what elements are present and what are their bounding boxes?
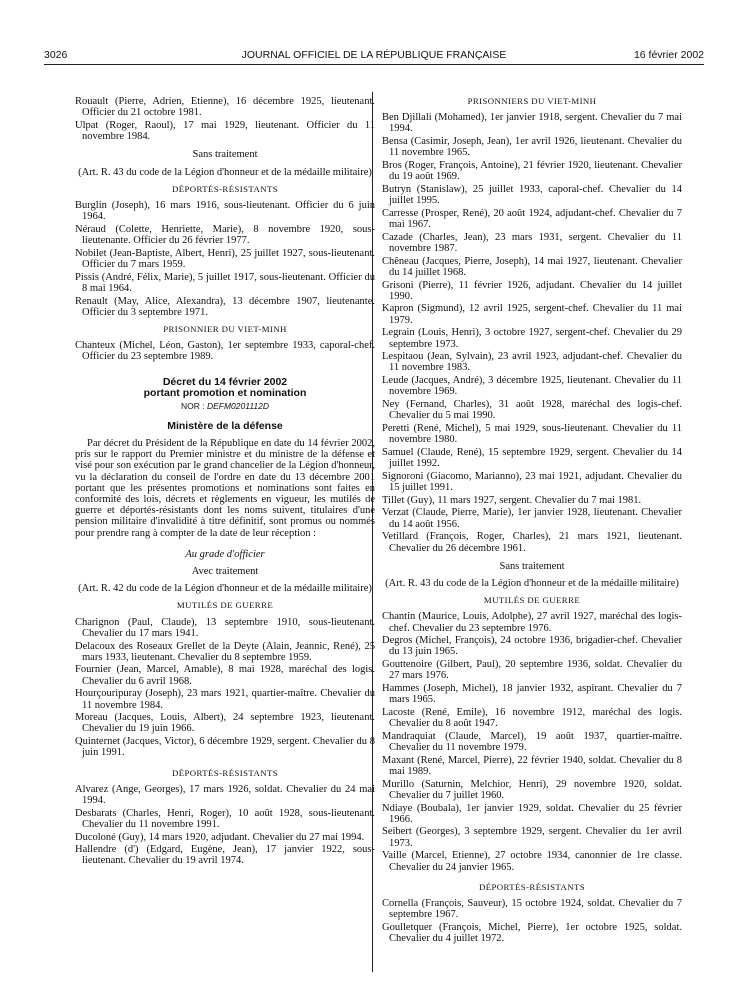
list-entry: Kapron (Sigmund), 12 avril 1925, sergent-chef. Chevalier du 11 mai 1979. [382,303,682,326]
list-entry: Ducoloné (Guy), 14 mars 1920, adjudant. Chevalier du 27 mai 1994. [75,831,365,843]
page-header [44,49,704,63]
list-entry: Lespitaou (Jean, Sylvain), 23 avril 1923, adjudant-chef. Chevalier du 11 novembre 1983. [382,351,682,374]
deportes-list-2 [75,784,375,867]
list-entry: Lacoste (René, Emile), 16 novembre 1912, maréchal des logis. Chevalier du 8 août 1947. [382,706,682,730]
deportes-heading: DÉPORTÉS-RÉSISTANTS [171,183,279,194]
article-r43-note: (Art. R. 43 du code de la Légion d'honneur et de la médaille militaire) [78,166,372,178]
decree-paragraph: Par décret du Président de la République en date du 14 février 2002, pris sur le rapport du Premier ministre et du ministre de la défense et visé pour son exécution par le grand chancelier de la Légion d'honneur, vu la déclaration du conseil de l'ordre en date du 13 décembre 2001 portant que les présentes promotions et nominations sont faites en conformité des lois, décrets et règlements en vigueur, les mutilés de guerre et déportés-résistants dont les noms suivent, titulaires d'une pension militaire d'invalidité à titre définitif, sont promus ou nommés pour prendre rang à compter de la date de leur réception : [75,437,375,539]
right-mutiles-heading: MUTILÉS DE GUERRE [483,595,581,606]
list-entry: Vaille (Marcel, Etienne), 27 octobre 1934, canonnier de 1re classe. Chevalier du 24 janvier 1965. [382,850,682,873]
list-entry: Rouault (Pierre, Adrien, Etienne), 16 décembre 1925, lieutenant. Officier du 21 octobre 1981. [75,96,375,119]
right-deportes-heading: DÉPORTÉS-RÉSISTANTS [478,881,586,892]
list-entry: Vetillard (François, Roger, Charles), 21 mars 1921, lieutenant. Chevalier du 26 décembre 1961. [382,531,682,554]
list-entry: Chanteux (Michel, Léon, Gaston), 1er septembre 1933, caporal-chef. Officier du 23 septembre 1989. [75,340,375,363]
list-entry: Bensa (Casimir, Joseph, Jean), 1er avril 1926, lieutenant. Chevalier du 11 novembre 1965. [382,136,682,159]
list-entry: Seibert (Georges), 3 septembre 1929, sergent. Chevalier du 1er avril 1973. [382,826,682,849]
list-entry: Cornella (François, Sauveur), 15 octobre 1924, soldat. Chevalier du 7 septembre 1967. [382,898,682,921]
mutiles-list [75,617,375,759]
header-rule [44,64,704,65]
avec-traitement-heading: Avec traitement [191,566,259,577]
right-sans-traitement-heading: Sans traitement [499,560,565,572]
nor-reference [75,401,375,412]
list-entry: Hammes (Joseph, Michel), 18 janvier 1932, aspirant. Chevalier du 7 mars 1965. [382,683,682,706]
page-number: 3026 [44,49,68,61]
right-article-r43-note: (Art. R. 43 du code de la Légion d'honneur et de la médaille militaire) [385,577,679,589]
list-entry: Murillo (Saturnin, Melchior, Henri), 29 novembre 1920, soldat. Chevalier du 7 juillet 1960. [382,778,682,801]
list-entry: Gouttenoire (Gilbert, Paul), 20 septembre 1936, soldat. Chevalier du 27 mars 1976. [382,659,682,682]
deportes-heading-2: DÉPORTÉS-RÉSISTANTS [171,767,279,778]
decree-title-line-2: portant promotion et nomination [143,387,307,400]
right-column [382,96,682,946]
mutiles-heading: MUTILÉS DE GUERRE [176,600,274,611]
nor-code: DEFM0201112D [206,400,270,411]
prisonnier-list [75,340,375,362]
list-entry: Néraud (Colette, Henriette, Marie), 8 novembre 1920, sous-lieutenante. Officier du 26 février 1977. [75,223,375,247]
list-entry: Moreau (Jacques, Louis, Albert), 24 septembre 1923, lieutenant. Chevalier du 19 juin 1966. [75,712,375,735]
list-entry: Verzat (Claude, Pierre, Marie), 1er janvier 1928, lieutenant. Chevalier du 14 août 1956. [382,507,682,530]
list-entry: Pissis (André, Félix, Marie), 5 juillet 1917, sous-lieutenant. Officier du 8 mai 1964. [75,271,375,294]
list-entry: Butryn (Stanislaw), 25 juillet 1933, caporal-chef. Chevalier du 14 juillet 1995. [382,183,682,207]
right-mutiles-list [382,611,682,872]
list-entry: Renault (May, Alice, Alexandra), 13 décembre 1907, lieutenante. Officier du 3 septembre 1971. [75,295,375,318]
list-entry: Legrain (Louis, Henri), 3 octobre 1927, sergent-chef. Chevalier du 29 septembre 1973. [382,327,682,350]
list-entry: Fournier (Jean, Marcel, Amable), 8 mai 1928, maréchal des logis. Chevalier du 6 avril 1968. [75,664,375,687]
right-deportes-list [382,898,682,944]
list-entry: Signoroni (Giacomo, Marianno), 23 mai 1921, adjudant. Chevalier du 15 juillet 1991. [382,470,682,493]
list-entry: Ben Djillali (Mohamed), 1er janvier 1918, sergent. Chevalier du 7 mai 1994. [382,112,682,135]
decree-title [75,377,375,400]
decree-title-line-1: Décret du 14 février 2002 [162,375,288,388]
list-entry: Goulletquer (François, Michel, Pierre), 1er octobre 1925, soldat. Chevalier du 4 juillet 1972. [382,921,682,945]
deportes-list [75,200,375,318]
list-entry: Tillet (Guy), 11 mars 1927, sergent. Chevalier du 7 mai 1981. [382,494,642,506]
list-entry: Leude (Jacques, André), 3 décembre 1925, lieutenant. Chevalier du 11 novembre 1969. [382,375,682,398]
list-entry: Alvarez (Ange, Georges), 17 mars 1926, soldat. Chevalier du 24 mai 1994. [75,783,375,806]
list-entry: Chantin (Maurice, Louis, Adolphe), 27 avril 1927, maréchal des logis-chef. Chevalier du 23 septembre 1976. [382,611,682,634]
list-entry: Hourçouripuray (Joseph), 23 mars 1921, quartier-maître. Chevalier du 11 novembre 1984. [75,688,375,711]
nor-label: NOR : [180,400,205,411]
journal-title: JOURNAL OFFICIEL DE LA RÉPUBLIQUE FRANÇAISE [241,49,507,61]
list-entry: Ndiaye (Boubala), 1er janvier 1929, soldat. Chevalier du 25 février 1966. [382,802,682,825]
list-entry: Bros (Roger, François, Antoine), 21 février 1920, lieutenant. Chevalier du 19 août 1969. [382,160,682,183]
left-column [75,96,375,868]
list-entry: Samuel (Claude, René), 15 septembre 1929, sergent. Chevalier du 14 juillet 1992. [382,446,682,470]
list-entry: Quinternet (Jacques, Victor), 6 décembre 1929, sergent. Chevalier du 8 juin 1991. [75,736,375,759]
list-entry: Maxant (René, Marcel, Pierre), 22 février 1940, soldat. Chevalier du 8 mai 1989. [382,754,682,777]
list-entry: Burglin (Joseph), 16 mars 1916, sous-lieutenant. Officier du 6 juin 1964. [75,199,375,223]
list-entry: Cazade (Charles, Jean), 23 mars 1931, sergent. Chevalier du 11 novembre 1987. [382,231,682,254]
list-entry: Charignon (Paul, Claude), 13 septembre 1910, sous-lieutenant. Chevalier du 17 mars 1941. [75,616,375,639]
prisonniers-heading: PRISONNIERS DU VIET-MINH [467,96,597,106]
article-r42-note: (Art. R. 42 du code de la Légion d'honneur et de la médaille militaire) [78,583,372,595]
list-entry: Desbarats (Charles, Henri, Roger), 10 août 1928, sous-lieutenant. Chevalier du 11 novembre 1991. [75,807,375,830]
list-entry: Nobilet (Jean-Baptiste, Albert, Henri), 25 juillet 1927, sous-lieutenant. Officier du 7 mars 1959. [75,247,375,270]
list-entry: Peretti (René, Michel), 5 mai 1929, sous-lieutenant. Chevalier du 11 novembre 1980. [382,422,682,446]
grade-heading: Au grade d'officier [185,548,265,560]
list-entry: Grisoni (Pierre), 11 février 1926, adjudant. Chevalier du 14 juillet 1990. [382,279,682,302]
list-entry: Delacoux des Roseaux Grellet de la Deyte (Alain, Jeannic, René), 25 mars 1933, lieutenant. Chevalier du 8 septembre 1959. [75,640,375,663]
prisonnier-heading: PRISONNIER DU VIET-MINH [163,323,287,334]
list-entry: Mandraquiat (Claude, Marcel), 19 août 1937, quartier-maître. Chevalier du 11 novembre 1979. [382,730,682,754]
issue-date: 16 février 2002 [633,49,704,61]
prisonniers-list [382,112,682,554]
list-entry: Hallendre (d') (Edgard, Eugène, Jean), 17 janvier 1922, sous-lieutenant. Chevalier du 19 avril 1974. [75,844,375,867]
list-entry: Carresse (Prosper, René), 20 août 1924, adjudant-chef. Chevalier du 7 mai 1967. [382,207,682,231]
list-entry: Ney (Fernand, Charles), 31 août 1928, maréchal des logis-chef. Chevalier du 5 mai 1990. [382,399,682,422]
list-entry: Chêneau (Jacques, Pierre, Joseph), 14 mai 1927, lieutenant. Chevalier du 14 juillet 1968. [382,255,682,278]
left-top-list [75,96,375,142]
ministry-heading: Ministère de la défense [167,419,283,432]
list-entry: Ulpat (Roger, Raoul), 17 mai 1929, lieutenant. Officier du 11 novembre 1984. [75,119,375,143]
list-entry: Degros (Michel, François), 24 octobre 1936, brigadier-chef. Chevalier du 13 juin 1965. [382,635,682,658]
sans-traitement-heading: Sans traitement [192,149,258,161]
